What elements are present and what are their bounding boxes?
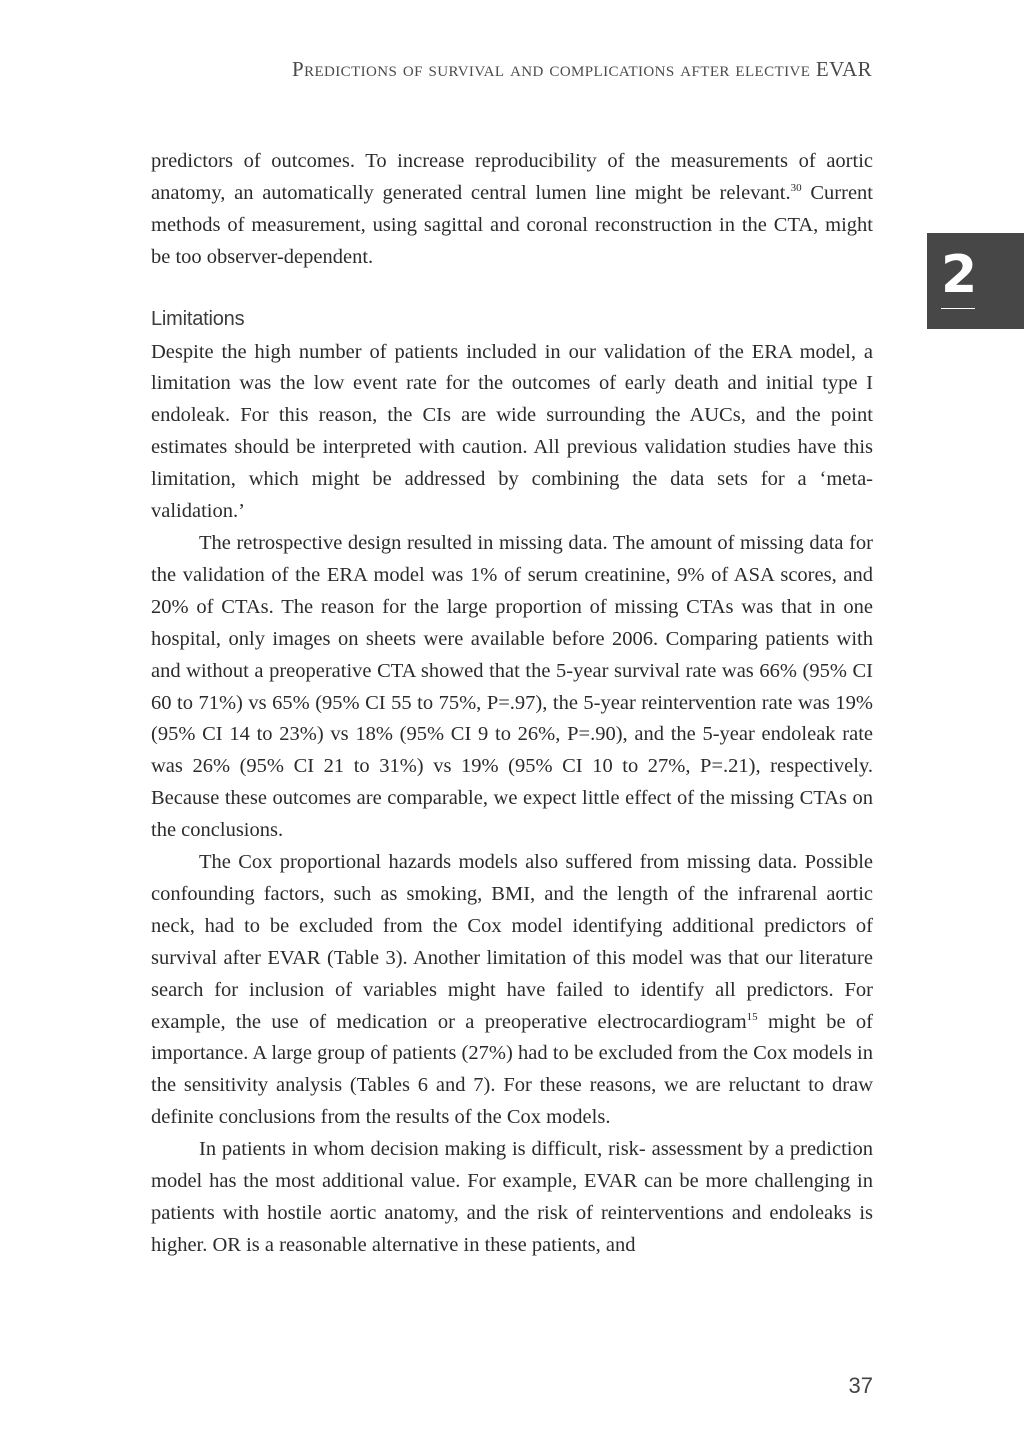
chapter-rule <box>941 308 975 309</box>
page-number: 37 <box>848 1373 873 1398</box>
limitations-paragraph-1: Despite the high number of patients included in our validation of the ERA model, a limitation was the low event rate for the outcomes of early death and initial type I endoleak. For this reason, the CIs are wide surrounding the AUCs, and the point estimates should be interpreted with caution. All previous validation studies have this limitation, which might be addressed by combining the data sets for a ‘meta-validation.’ <box>151 340 873 523</box>
chapter-tab <box>927 233 1024 329</box>
reference-15: 15 <box>746 1010 758 1023</box>
body-text <box>151 146 873 1262</box>
intro-text-cont: Current methods of measurement, using sagittal and coronal reconstruction in the CTA, might be too observer-dependent. <box>151 181 873 268</box>
running-head: Predictions of survival and complications after elective EVAR <box>292 57 872 81</box>
intro-text: predictors of outcomes. To increase reproducibility of the measurements of aortic anatomy, an automatically generated central lumen line might be relevant. <box>151 150 873 204</box>
section-heading-limitations: Limitations <box>151 307 245 330</box>
section-gap <box>151 274 873 304</box>
limitations-paragraph-4: In patients in whom decision making is difficult, risk- assessment by a prediction model has the most additional value. For example, EVAR can be more challenging in patients with hostile aortic anatomy, and the risk of reinterventions and endoleaks is higher. OR is a reasonable alternative in these patients, and <box>151 1138 873 1256</box>
chapter-number: 2 <box>941 245 978 305</box>
p3-text-cont: might be of importance. A large group of patients (27%) had to be excluded from the Cox models in the sensitivity analysis (Tables 6 and 7). For these reasons, we are reluctant to draw definite conclusions from the results of the Cox models. <box>151 1010 874 1129</box>
p3-text: The Cox proportional hazards models also suffered from missing data. Possible confounding factors, such as smoking, BMI, and the length of the infrarenal aortic neck, had to be excluded from the Cox model identifying additional predictors of survival after EVAR (Table 3). Another limitation of this model was that our literature search for inclusion of variables might have failed to identify all predictors. For example, the use of medication or a preoperative electrocardiogram <box>151 851 873 1033</box>
intro-paragraph <box>151 146 873 274</box>
limitations-paragraph-2: The retrospective design resulted in missing data. The amount of missing data for the validation of the ERA model was 1% of serum creatinine, 9% of ASA scores, and 20% of CTAs. The reason for the large proportion of missing CTAs was that in one hospital, only images on sheets were available before 2006. Comparing patients with and without a preoperative CTA showed that the 5-year survival rate was 66% (95% CI 60 to 71%) vs 65% (95% CI 55 to 75%, P=.97), the 5-year reintervention rate was 19% (95% CI 14 to 23%) vs 18% (95% CI 9 to 26%, P=.90), and the 5-year endoleak rate was 26% (95% CI 21 to 31%) vs 19% (95% CI 10 to 27%, P=.21), respectively. Because these outcomes are comparable, we expect little effect of the missing CTAs on the conclusions. <box>151 531 873 842</box>
limitations-paragraph-3 <box>151 847 873 1134</box>
reference-30: 30 <box>790 181 802 194</box>
